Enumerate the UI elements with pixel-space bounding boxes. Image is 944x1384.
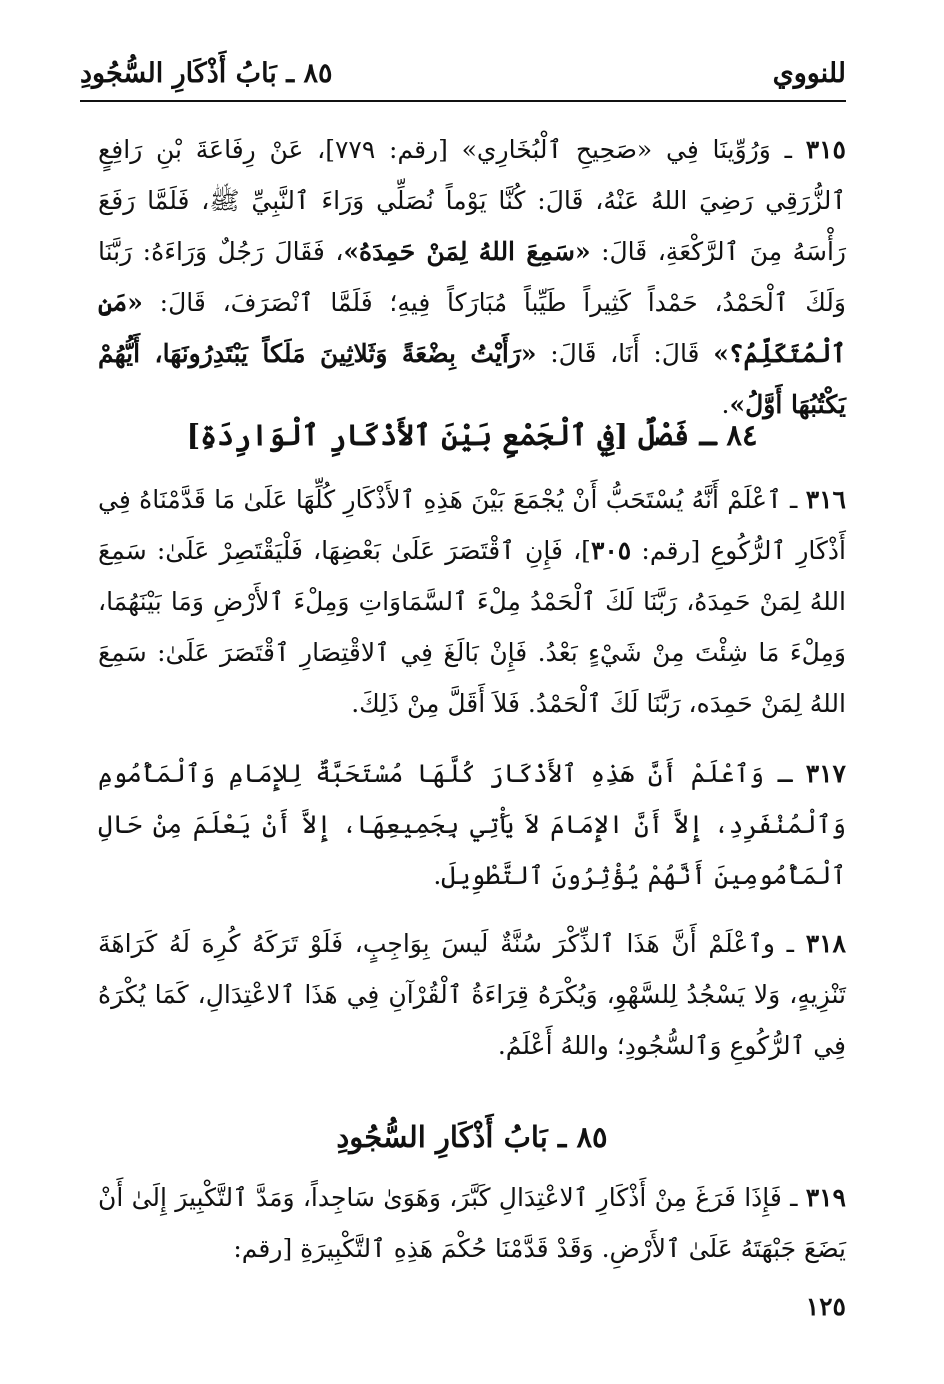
quote-bold: «مَنِ ٱلْمُتَكَلِّمُ؟» [98, 288, 846, 368]
quote-bold: «سَمِعَ اللهُ لِمَنْ حَمِدَهُ» [343, 237, 591, 266]
paragraph-number: ٣١٧ [805, 759, 846, 788]
paragraph-text: ]، فَإِنِ ٱقْتَصَرَ عَلَىٰ بَعْضِهَا، فَلْيَقْتَصِرْ عَلَىٰ: سَمِعَ اللهُ لِمَنْ حَمِدَهُ، رَبَّنَا لَكَ ٱلْحَمْدُ مِلْءَ ٱلسَّمَاوَاتِ وَمِلْءَ ٱلأَرْضِ وَمَا بَيْنَهُمَا، وَمِلْءَ مَا شِئْتَ مِنْ شَيْءٍ بَعْدُ. فَإِنْ بَالَغَ فِي ٱلاقْتِصَارِ ٱقْتَصَرَ عَلَىٰ: سَمِعَ اللهُ لِمَنْ حَمِدَه، رَبَّنَا لَكَ ٱلْحَمْدُ. فَلاَ أَقَلَّ مِنْ ذَلِكَ. [98, 536, 846, 718]
paragraph-317 [98, 748, 846, 901]
paragraph-text: ـ وَرُوِّينَا فِي «صَحِيحِ ٱلْبُخَارِي» [رقم: ٧٧٩]، عَنْ رِفَاعَةَ بْنِ رَافِعٍ ٱلزُّرَقِي رَضِيَ اللهُ عَنْهُ، قَالَ: كُنَّا يَوْماً نُصَلِّي وَرَاءَ ٱلنَّبِيِّ ﷺ، فَلَمَّا رَفَعَ رَأْسَهُ مِنَ ٱلرَّكْعَةِ، قَالَ: [98, 135, 846, 266]
paragraph-text: ـ وَٱعْلَمْ أَنَّ هَذِهِ ٱلأَذْكَارَ كُلَّهَا مُسْتَحَبَّةٌ لِلإِمَامِ وَٱلْمَأْمُومِ وَٱلْمُنْفَرِدِ، إِلاَّ أَنَّ الإِمَامَ لاَ يَأْتِي بِجَمِيعِهَا، إِلاَّ أَنْ يَعْلَمَ مِنْ حَالِ ٱلْمَأْمُومِينَ أَنَّهُمْ يُؤْثِرُونَ ٱلتَّطْوِيلَ. [98, 759, 846, 890]
chapter-heading-85: ٨٥ ـ بَابُ أَذْكَارِ السُّجُودِ [336, 1120, 608, 1154]
paragraph-text: ـ ٱعْلَمْ أَنَّهُ يُسْتَحَبُّ أَنْ يُجْمَعَ بَيْنَ هَذِهِ ٱلأَذْكَارِ كُلِّهَا عَلَىٰ مَا قَدَّمْنَاهُ فِي أَذْكَارِ ٱلرُّكُوعِ [رقم: [98, 485, 846, 565]
paragraph-number: ٣١٥ [805, 135, 846, 164]
running-header [80, 52, 846, 102]
header-chapter: ٨٥ ـ بَابُ أَذْكَارِ السُّجُودِ [80, 58, 333, 89]
paragraph-text: قَالَ: أَنَا، قَالَ: [536, 339, 714, 368]
reference-number: ٣٠٥ [590, 536, 632, 565]
quote-bold: «رَأَيْتُ بِضْعَةً وَثَلاثِينَ مَلَكاً يَبْتَدِرُونَهَا، أَيُّهُمْ يَكْتُبُهَا أَوَّلُ» [98, 339, 846, 419]
paragraph-318 [98, 918, 846, 1071]
paragraph-315 [98, 124, 846, 430]
paragraph-319 [98, 1172, 846, 1274]
paragraph-number: ٣١٦ [805, 485, 846, 514]
paragraph-text: ـ فَإِذَا فَرَغَ مِنْ أَذْكَارِ ٱلاعْتِدَالِ كَبَّرَ، وَهَوَىٰ سَاجِداً، وَمَدَّ ٱلتَّكْبِيرَ إِلَىٰ أَنْ يَضَعَ جَبْهَتَهُ عَلَىٰ ٱلأَرْضِ. وَقَدْ قَدَّمْنَا حُكْمَ هَذِهِ ٱلتَّكْبِيرَةِ [رقم: [98, 1183, 846, 1263]
paragraph-number: ٣١٨ [805, 929, 846, 958]
paragraph-number: ٣١٩ [805, 1183, 846, 1212]
paragraph-316 [98, 474, 846, 729]
paragraph-text: . [721, 390, 730, 419]
page-number: ١٢٥ [805, 1292, 846, 1321]
section-heading-84: ٨٤ ـ فَصْلٌ [فِي ٱلْجَمْعِ بَيْنَ ٱلأَذْكَارِ ٱلْوَارِدَةِ] [186, 418, 758, 452]
paragraph-text: ، فَقَالَ رَجُلٌ وَرَاءَهُ: رَبَّنَا وَلَكَ ٱلْحَمْدُ، حَمْداً كَثِيراً طَيِّباً مُبَارَكاً فِيهِ؛ فَلَمَّا ٱنْصَرَفَ، قَالَ: [98, 237, 846, 317]
header-author: للنووي [772, 58, 846, 89]
paragraph-text: ـ وٱعْلَمْ أَنَّ هَذَا ٱلذِّكْرَ سُنَّةٌ لَيسَ بِوَاجِبٍ، فَلَوْ تَرَكَهُ كُرِهَ لَهُ كَرَاهَةَ تَنْزِيهٍ، وَلا يَسْجُدُ لِلسَّهْوِ، وَيُكْرَهُ قِرَاءَةُ ٱلْقُرْآنِ فِي هَذَا ٱلاعْتِدَالِ، كَمَا يُكْرَهُ فِي ٱلرُّكُوعِ وَٱلسُّجُودِ؛ واللهُ أَعْلَمُ. [98, 929, 846, 1060]
